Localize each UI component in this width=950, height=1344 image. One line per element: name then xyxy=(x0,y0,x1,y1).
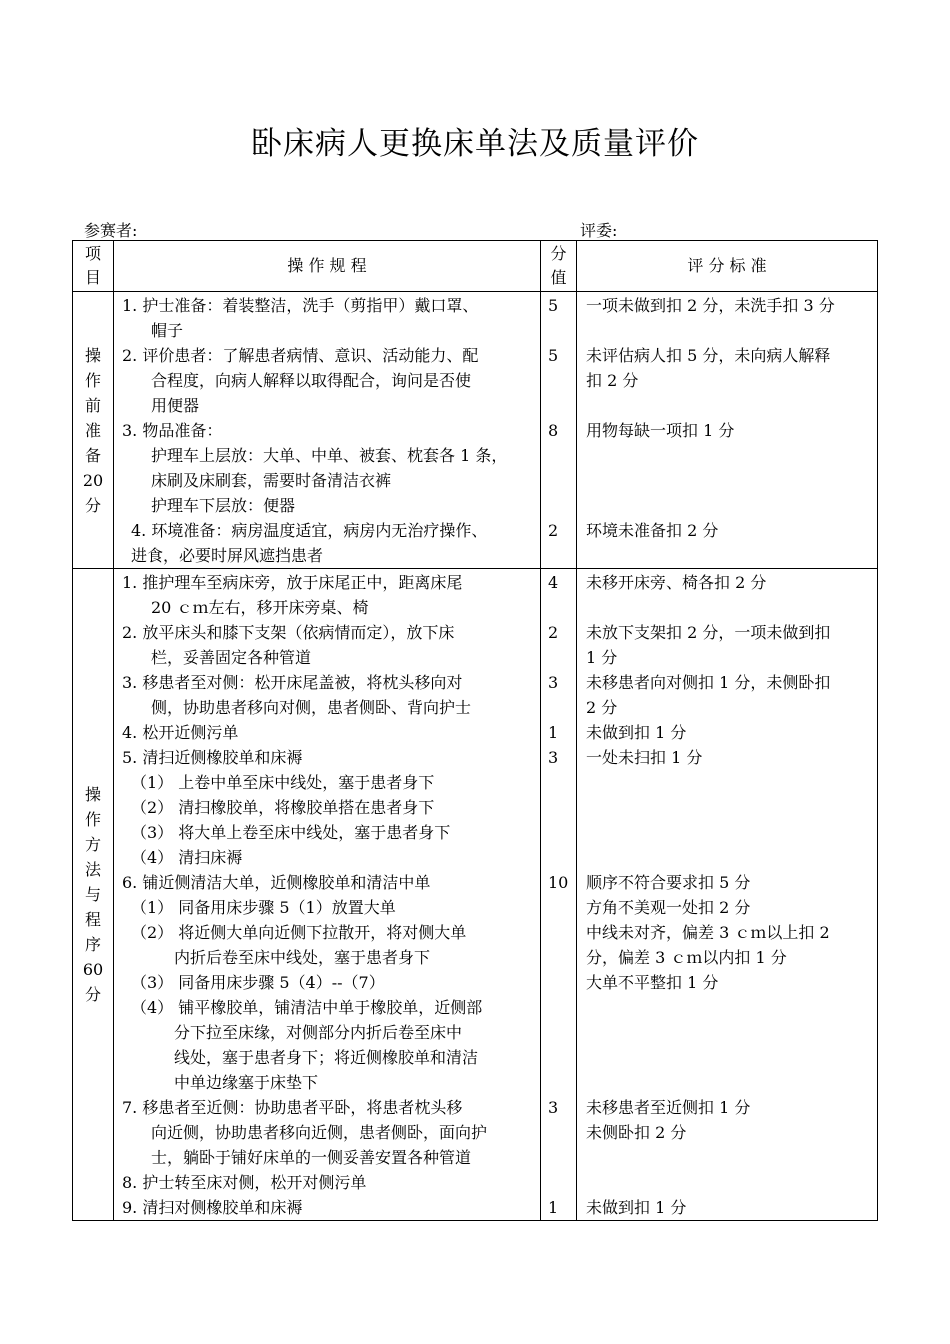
criteria-line: 方角不美观一处扣 2 分 xyxy=(586,898,751,917)
criteria-line xyxy=(586,1020,877,1045)
score-value xyxy=(541,543,576,568)
procedure-line: 9. 清扫对侧橡胶单和床褥 xyxy=(122,1198,303,1217)
criteria-line: 中线未对齐，偏差 3 ｃｍ以上扣 2 xyxy=(586,923,830,942)
criteria-line: 未放下支架扣 2 分，一项未做到扣 xyxy=(586,623,831,642)
score-value xyxy=(541,895,576,920)
score-value xyxy=(541,1045,576,1070)
criteria-line: 扣 2 分 xyxy=(586,371,639,390)
procedure-line: 护理车下层放：便器 xyxy=(151,496,296,515)
procedure-line: 床刷及床刷套，需要时备清洁衣裤 xyxy=(151,471,392,490)
procedure-line: 2. 放平床头和膝下支架（依病情而定），放下床 xyxy=(122,623,455,642)
criteria-line xyxy=(586,318,877,343)
criteria-line xyxy=(586,845,877,870)
section-label-char: 与 xyxy=(84,885,101,904)
criteria-line xyxy=(586,595,877,620)
score-value xyxy=(541,493,576,518)
section-label-char: 准 xyxy=(84,420,101,440)
header-score-char: 分 xyxy=(550,244,567,263)
procedure-line: 1. 护士准备：着装整洁，洗手（剪指甲）戴口罩、 xyxy=(122,296,479,315)
criteria-line: 1 分 xyxy=(586,648,618,667)
section-label-char: 备 xyxy=(84,445,101,465)
procedure-steps xyxy=(114,569,541,1221)
score-value xyxy=(541,795,576,820)
procedure-line: （1） 上卷中单至床中线处，塞于患者身下 xyxy=(131,773,435,792)
procedure-line: 20 ｃｍ左右，移开床旁桌、椅 xyxy=(151,598,369,617)
score-value xyxy=(541,443,576,468)
criteria-line xyxy=(586,820,877,845)
header-criteria: 评 分 标 准 xyxy=(577,241,878,292)
procedure-line: 分下拉至床缘，对侧部分内折后卷至床中 xyxy=(174,1023,463,1042)
evaluation-table xyxy=(72,240,878,1221)
score-value: 1 xyxy=(548,723,559,742)
section-label-char: 分 xyxy=(84,495,101,515)
header-item-char: 项 xyxy=(84,244,101,263)
section-label-char: 法 xyxy=(84,860,101,879)
section-label xyxy=(73,569,114,1221)
header-item xyxy=(73,241,114,292)
score-value xyxy=(541,393,576,418)
procedure-line: 4. 环境准备：病房温度适宜，病房内无治疗操作、 xyxy=(131,521,488,540)
criteria-line: 分，偏差 3 ｃｍ以内扣 1 分 xyxy=(586,948,787,967)
score-value xyxy=(541,645,576,670)
score-value: 2 xyxy=(548,623,559,642)
table-header-row xyxy=(73,241,878,292)
criteria-line: 用物每缺一项扣 1 分 xyxy=(586,421,735,440)
procedure-line: 士，躺卧于铺好床单的一侧妥善安置各种管道 xyxy=(151,1148,472,1167)
score-value xyxy=(541,945,576,970)
score-value: 5 xyxy=(548,346,559,365)
procedure-line: 内折后卷至床中线处，塞于患者身下 xyxy=(174,948,431,967)
score-value xyxy=(541,318,576,343)
section-label-char: 作 xyxy=(84,370,101,390)
section-label-char: 操 xyxy=(84,345,101,365)
score-value xyxy=(541,1020,576,1045)
procedure-line: 进食，必要时屏风遮挡患者 xyxy=(131,546,324,565)
header-score xyxy=(541,241,577,292)
score-values xyxy=(541,292,577,569)
criteria-line xyxy=(586,543,877,568)
score-value xyxy=(541,1145,576,1170)
score-value xyxy=(541,920,576,945)
score-value xyxy=(541,1070,576,1095)
procedure-line: （4） 清扫床褥 xyxy=(131,848,243,867)
score-value: 2 xyxy=(548,521,559,540)
criteria-line xyxy=(586,995,877,1020)
score-value: 3 xyxy=(548,673,559,692)
score-value: 1 xyxy=(548,1198,559,1217)
criteria-line: 2 分 xyxy=(586,698,618,717)
section-label xyxy=(73,292,114,569)
procedure-line: 线处，塞于患者身下；将近侧橡胶单和清洁 xyxy=(174,1048,479,1067)
judge-label: 评委: xyxy=(580,221,618,240)
header-item-char: 目 xyxy=(84,268,101,287)
criteria-line: 未做到扣 1 分 xyxy=(586,723,687,742)
section-label-char: 20 xyxy=(82,470,104,490)
score-value xyxy=(541,820,576,845)
section-label-char: 60 xyxy=(82,960,104,979)
score-value xyxy=(541,1170,576,1195)
procedure-line: 3. 移患者至对侧：松开床尾盖被，将枕头移向对 xyxy=(122,673,463,692)
criteria-line xyxy=(586,770,877,795)
criteria-line: 大单不平整扣 1 分 xyxy=(586,973,719,992)
criteria-line: 顺序不符合要求扣 5 分 xyxy=(586,873,751,892)
participant-label: 参赛者: xyxy=(84,221,138,240)
criteria-line: 未移患者向对侧扣 1 分，未侧卧扣 xyxy=(586,673,831,692)
page-title: 卧床病人更换床单法及质量评价 xyxy=(251,126,699,162)
procedure-line: 帽子 xyxy=(151,321,184,340)
procedure-line: 侧，协助患者移向对侧，患者侧卧、背向护士 xyxy=(151,698,472,717)
procedure-line: 2. 评价患者：了解患者病情、意识、活动能力、配 xyxy=(122,346,479,365)
section-label-char: 方 xyxy=(84,835,101,854)
criteria-line xyxy=(586,795,877,820)
procedure-line: 3. 物品准备： xyxy=(122,421,223,440)
procedure-line: （4） 铺平橡胶单，铺清洁中单于橡胶单，近侧部 xyxy=(131,998,483,1017)
criteria-line xyxy=(586,393,877,418)
criteria-line xyxy=(586,1045,877,1070)
criteria-line: 未评估病人扣 5 分，未向病人解释 xyxy=(586,346,831,365)
score-value xyxy=(541,368,576,393)
procedure-line: （1） 同备用床步骤 5（1）放置大单 xyxy=(131,898,396,917)
procedure-line: 护理车上层放：大单、中单、被套、枕套各 1 条， xyxy=(151,446,508,465)
score-value xyxy=(541,970,576,995)
score-value: 5 xyxy=(548,296,559,315)
procedure-line: 6. 铺近侧清洁大单，近侧橡胶单和清洁中单 xyxy=(122,873,431,892)
criteria-line xyxy=(586,468,877,493)
procedure-line: 向近侧，协助患者移向近侧，患者侧卧，面向护 xyxy=(151,1123,488,1142)
procedure-line: 4. 松开近侧污单 xyxy=(122,723,239,742)
score-value: 3 xyxy=(548,1098,559,1117)
score-value: 3 xyxy=(548,748,559,767)
criteria-line xyxy=(586,1070,877,1095)
section-preparation xyxy=(73,292,878,569)
scoring-criteria xyxy=(577,569,878,1221)
scoring-criteria xyxy=(577,292,878,569)
score-value xyxy=(541,770,576,795)
procedure-line: （2） 将近侧大单向近侧下拉散开，将对侧大单 xyxy=(131,923,467,942)
score-value xyxy=(541,695,576,720)
section-label-char: 操 xyxy=(84,785,101,804)
procedure-line: 栏，妥善固定各种管道 xyxy=(151,648,312,667)
procedure-line: 8. 护士转至床对侧，松开对侧污单 xyxy=(122,1173,367,1192)
procedure-line: （2） 清扫橡胶单，将橡胶单搭在患者身下 xyxy=(131,798,435,817)
procedure-line: （3） 将大单上卷至床中线处，塞于患者身下 xyxy=(131,823,451,842)
procedure-line: 7. 移患者至近侧：协助患者平卧，将患者枕头移 xyxy=(122,1098,463,1117)
section-label-char: 作 xyxy=(84,810,101,829)
criteria-line xyxy=(586,1145,877,1170)
header-procedure: 操 作 规 程 xyxy=(114,241,541,292)
score-value xyxy=(541,468,576,493)
procedure-line: 合程度，向病人解释以取得配合，询问是否使 xyxy=(151,371,472,390)
procedure-line: 5. 清扫近侧橡胶单和床褥 xyxy=(122,748,303,767)
criteria-line: 一项未做到扣 2 分，未洗手扣 3 分 xyxy=(586,296,835,315)
criteria-line xyxy=(586,443,877,468)
section-procedure xyxy=(73,569,878,1221)
score-value: 4 xyxy=(548,573,559,592)
criteria-line xyxy=(586,493,877,518)
score-values xyxy=(541,569,577,1221)
procedure-steps xyxy=(114,292,541,569)
criteria-line xyxy=(586,1170,877,1195)
score-value xyxy=(541,1120,576,1145)
score-value: 8 xyxy=(548,421,559,440)
criteria-line: 一处未扫扣 1 分 xyxy=(586,748,703,767)
score-value: 10 xyxy=(548,873,569,892)
criteria-line: 未移开床旁、椅各扣 2 分 xyxy=(586,573,767,592)
score-value xyxy=(541,845,576,870)
procedure-line: （3） 同备用床步骤 5（4）--（7） xyxy=(131,973,385,992)
header-score-char: 值 xyxy=(550,268,567,287)
section-label-char: 前 xyxy=(84,395,101,415)
procedure-line: 中单边缘塞于床垫下 xyxy=(174,1073,319,1092)
procedure-line: 用便器 xyxy=(151,396,200,415)
criteria-line: 环境未准备扣 2 分 xyxy=(586,521,719,540)
section-label-char: 程 xyxy=(84,910,101,929)
score-value xyxy=(541,595,576,620)
criteria-line: 未做到扣 1 分 xyxy=(586,1198,687,1217)
section-label-char: 序 xyxy=(84,935,101,954)
criteria-line: 未侧卧扣 2 分 xyxy=(586,1123,687,1142)
criteria-line: 未移患者至近侧扣 1 分 xyxy=(586,1098,751,1117)
score-value xyxy=(541,995,576,1020)
section-label-char: 分 xyxy=(84,985,101,1004)
procedure-line: 1. 推护理车至病床旁，放于床尾正中，距离床尾 xyxy=(122,573,463,592)
